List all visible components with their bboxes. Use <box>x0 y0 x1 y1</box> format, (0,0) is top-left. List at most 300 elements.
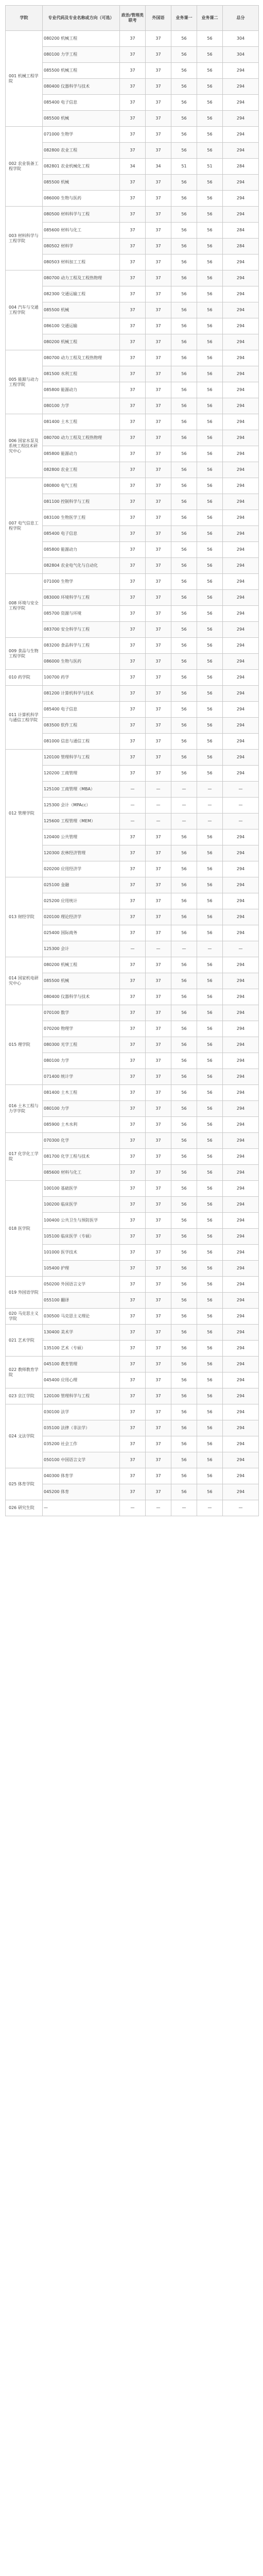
table-row <box>6 302 259 318</box>
foreign-language-score-cell: — <box>146 941 171 957</box>
table-row <box>6 1420 259 1436</box>
total-score-cell: 294 <box>223 207 259 223</box>
subject-one-score-cell: 56 <box>171 877 197 893</box>
subject-two-score-cell: 56 <box>197 622 223 638</box>
college-cell: 026 研究生院 <box>6 1500 43 1516</box>
college-cell: 003 材料科学与工程学院 <box>6 207 43 270</box>
major-cell: 050100 中国语言文学 <box>43 1452 120 1468</box>
subject-one-score-cell: 56 <box>171 1213 197 1229</box>
subject-two-score-cell: 56 <box>197 270 223 286</box>
subject-one-score-cell: 56 <box>171 1165 197 1181</box>
politics-score-cell: 37 <box>120 877 146 893</box>
politics-score-cell: 37 <box>120 1293 146 1309</box>
total-score-cell: 294 <box>223 350 259 366</box>
table-row <box>6 718 259 734</box>
foreign-language-score-cell: 37 <box>146 1277 171 1293</box>
politics-score-cell: 37 <box>120 606 146 622</box>
foreign-language-score-cell: 37 <box>146 366 171 382</box>
subject-one-score-cell: 56 <box>171 462 197 478</box>
subject-two-score-cell: 56 <box>197 1117 223 1133</box>
subject-one-score-cell: — <box>171 941 197 957</box>
politics-score-cell: 37 <box>120 462 146 478</box>
total-score-cell: 294 <box>223 334 259 350</box>
major-cell: 070300 化学 <box>43 1133 120 1149</box>
foreign-language-score-cell: 37 <box>146 1069 171 1085</box>
total-score-cell: 294 <box>223 1309 259 1325</box>
subject-two-score-cell: 56 <box>197 318 223 334</box>
subject-one-score-cell: 56 <box>171 590 197 606</box>
total-score-cell: 294 <box>223 366 259 382</box>
total-score-cell: 294 <box>223 462 259 478</box>
total-score-cell: 294 <box>223 111 259 127</box>
table-row <box>6 1261 259 1277</box>
college-cell: 010 药学院 <box>6 670 43 686</box>
subject-two-score-cell: 56 <box>197 861 223 877</box>
politics-score-cell: 37 <box>120 398 146 414</box>
politics-score-cell: 37 <box>120 1452 146 1468</box>
foreign-language-score-cell: 37 <box>146 334 171 350</box>
major-cell: 080100 力学 <box>43 398 120 414</box>
total-score-cell: 294 <box>223 1484 259 1500</box>
subject-one-score-cell: 56 <box>171 558 197 574</box>
major-cell: 125100 工商管理（MBA） <box>43 782 120 798</box>
table-row <box>6 1484 259 1500</box>
subject-two-score-cell: 56 <box>197 877 223 893</box>
major-cell: 120200 工商管理 <box>43 766 120 782</box>
subject-one-score-cell: 56 <box>171 718 197 734</box>
table-row <box>6 606 259 622</box>
total-score-cell: 294 <box>223 1021 259 1037</box>
subject-two-score-cell: 56 <box>197 606 223 622</box>
subject-two-score-cell: 56 <box>197 893 223 909</box>
subject-one-score-cell: 56 <box>171 1069 197 1085</box>
major-cell: 080400 仪器科学与技术 <box>43 989 120 1005</box>
college-cell: 008 环境与安全工程学院 <box>6 574 43 638</box>
table-row <box>6 526 259 542</box>
subject-one-score-cell: 56 <box>171 1372 197 1388</box>
total-score-cell: 294 <box>223 702 259 718</box>
foreign-language-score-cell: 37 <box>146 494 171 510</box>
subject-two-score-cell: 56 <box>197 382 223 398</box>
total-score-cell: 294 <box>223 1388 259 1404</box>
total-score-cell: 294 <box>223 1325 259 1341</box>
total-score-cell: — <box>223 941 259 957</box>
major-cell: 125600 工程管理（MEM） <box>43 814 120 829</box>
major-cell: — <box>43 1500 120 1516</box>
table-row <box>6 1021 259 1037</box>
major-cell: 085600 材料与化工 <box>43 223 120 239</box>
total-score-cell: 294 <box>223 590 259 606</box>
total-score-cell: 294 <box>223 1117 259 1133</box>
total-score-cell: 294 <box>223 1005 259 1021</box>
politics-score-cell: 37 <box>120 430 146 446</box>
header-row <box>6 6 259 31</box>
total-score-cell: 294 <box>223 1133 259 1149</box>
subject-two-score-cell: 56 <box>197 670 223 686</box>
foreign-language-score-cell: 37 <box>146 1341 171 1357</box>
subject-two-score-cell: 56 <box>197 31 223 47</box>
foreign-language-score-cell: 37 <box>146 558 171 574</box>
foreign-language-score-cell: 37 <box>146 1101 171 1117</box>
total-score-cell: 294 <box>223 750 259 766</box>
foreign-language-score-cell: 37 <box>146 1484 171 1500</box>
major-cell: 045100 教育管理 <box>43 1357 120 1372</box>
subject-one-score-cell: 56 <box>171 255 197 270</box>
major-cell: 080700 动力工程及工程热物理 <box>43 270 120 286</box>
total-score-cell: 294 <box>223 255 259 270</box>
politics-score-cell: 37 <box>120 718 146 734</box>
total-score-cell: 294 <box>223 270 259 286</box>
total-score-cell: — <box>223 1500 259 1516</box>
subject-two-score-cell: 56 <box>197 302 223 318</box>
total-score-cell: 294 <box>223 654 259 670</box>
politics-score-cell: 37 <box>120 111 146 127</box>
subject-one-score-cell: 56 <box>171 829 197 845</box>
subject-one-score-cell: 56 <box>171 1245 197 1261</box>
table-row <box>6 175 259 191</box>
foreign-language-score-cell: 37 <box>146 1181 171 1197</box>
subject-two-score-cell: 56 <box>197 1069 223 1085</box>
subject-one-score-cell: 56 <box>171 239 197 255</box>
table-row <box>6 638 259 654</box>
major-cell: 080800 电气工程 <box>43 478 120 494</box>
major-cell: 085500 机械 <box>43 175 120 191</box>
table-row <box>6 1229 259 1245</box>
foreign-language-score-cell: 37 <box>146 1021 171 1037</box>
total-score-cell: — <box>223 814 259 829</box>
subject-two-score-cell: 56 <box>197 1404 223 1420</box>
subject-one-score-cell: 56 <box>171 207 197 223</box>
subject-two-score-cell: — <box>197 941 223 957</box>
total-score-cell: 294 <box>223 1420 259 1436</box>
subject-two-score-cell: 56 <box>197 1053 223 1069</box>
table-row <box>6 382 259 398</box>
major-cell: 085900 土木水利 <box>43 1117 120 1133</box>
subject-one-score-cell: 56 <box>171 1037 197 1053</box>
subject-two-score-cell: 56 <box>197 95 223 111</box>
table-row <box>6 63 259 79</box>
subject-two-score-cell: 56 <box>197 127 223 143</box>
major-cell: 050200 外国语言文学 <box>43 1277 120 1293</box>
total-score-cell: 294 <box>223 1468 259 1484</box>
foreign-language-score-cell: 37 <box>146 861 171 877</box>
total-score-cell: 294 <box>223 446 259 462</box>
politics-score-cell: 37 <box>120 143 146 159</box>
foreign-language-score-cell: 37 <box>146 702 171 718</box>
politics-score-cell: 37 <box>120 191 146 207</box>
major-cell: 081000 信息与通信工程 <box>43 734 120 750</box>
subject-two-score-cell: 56 <box>197 398 223 414</box>
subject-one-score-cell: 56 <box>171 750 197 766</box>
total-score-cell: 294 <box>223 606 259 622</box>
table-row <box>6 494 259 510</box>
foreign-language-score-cell: 37 <box>146 1149 171 1165</box>
foreign-language-score-cell: 37 <box>146 654 171 670</box>
subject-one-score-cell: 56 <box>171 334 197 350</box>
foreign-language-score-cell: 37 <box>146 526 171 542</box>
major-cell: 080400 仪器科学与技术 <box>43 79 120 95</box>
table-row <box>6 941 259 957</box>
subject-one-score-cell: 56 <box>171 861 197 877</box>
major-cell: 083500 软件工程 <box>43 718 120 734</box>
subject-two-score-cell: 56 <box>197 989 223 1005</box>
subject-two-score-cell: 56 <box>197 654 223 670</box>
major-cell: 080503 材料加工工程 <box>43 255 120 270</box>
total-score-cell: 294 <box>223 1197 259 1213</box>
foreign-language-score-cell: — <box>146 1500 171 1516</box>
subject-one-score-cell: — <box>171 814 197 829</box>
major-cell: 125300 会计（MPAcc） <box>43 798 120 814</box>
subject-two-score-cell: 56 <box>197 1357 223 1372</box>
table-row <box>6 286 259 302</box>
subject-one-score-cell: 56 <box>171 1436 197 1452</box>
foreign-language-score-cell: 37 <box>146 1372 171 1388</box>
foreign-language-score-cell: 37 <box>146 718 171 734</box>
total-score-cell: 304 <box>223 31 259 47</box>
major-cell: 083100 生物医学工程 <box>43 510 120 526</box>
major-cell: 105400 护理 <box>43 1261 120 1277</box>
total-score-cell: 294 <box>223 143 259 159</box>
foreign-language-score-cell: 37 <box>146 95 171 111</box>
total-score-cell: 294 <box>223 478 259 494</box>
subject-two-score-cell: 56 <box>197 430 223 446</box>
foreign-language-score-cell: 37 <box>146 255 171 270</box>
total-score-cell: 294 <box>223 877 259 893</box>
foreign-language-score-cell: 37 <box>146 638 171 654</box>
foreign-language-score-cell: 37 <box>146 1452 171 1468</box>
foreign-language-score-cell: 37 <box>146 223 171 239</box>
foreign-language-score-cell: 37 <box>146 829 171 845</box>
foreign-language-score-cell: 37 <box>146 973 171 989</box>
total-score-cell: 294 <box>223 302 259 318</box>
table-row <box>6 1149 259 1165</box>
politics-score-cell: 37 <box>120 1261 146 1277</box>
subject-one-score-cell: 56 <box>171 1341 197 1357</box>
total-score-cell: 294 <box>223 398 259 414</box>
total-score-cell: 294 <box>223 526 259 542</box>
foreign-language-score-cell: 37 <box>146 893 171 909</box>
table-row <box>6 1037 259 1053</box>
subject-one-score-cell: 56 <box>171 1085 197 1101</box>
subject-two-score-cell: 51 <box>197 159 223 175</box>
subject-one-score-cell: 56 <box>171 350 197 366</box>
subject-one-score-cell: 56 <box>171 143 197 159</box>
subject-one-score-cell: 56 <box>171 766 197 782</box>
subject-two-score-cell: 56 <box>197 574 223 590</box>
college-cell: 006 国家水泵及系统工程技术研究中心 <box>6 414 43 478</box>
foreign-language-score-cell: 37 <box>146 286 171 302</box>
subject-one-score-cell: 56 <box>171 734 197 750</box>
foreign-language-score-cell: 37 <box>146 79 171 95</box>
major-cell: 055100 翻译 <box>43 1293 120 1309</box>
total-score-cell: 294 <box>223 989 259 1005</box>
subject-one-score-cell: 56 <box>171 702 197 718</box>
major-cell: 085800 能源动力 <box>43 446 120 462</box>
politics-score-cell: 37 <box>120 1181 146 1197</box>
major-cell: 085800 能源动力 <box>43 382 120 398</box>
major-cell: 080500 材料科学与工程 <box>43 207 120 223</box>
politics-score-cell: 37 <box>120 734 146 750</box>
header-politics: 政治/管理类联考 <box>120 6 146 31</box>
major-cell: 130400 美术学 <box>43 1325 120 1341</box>
subject-two-score-cell: 56 <box>197 1085 223 1101</box>
total-score-cell: 294 <box>223 1404 259 1420</box>
subject-two-score-cell: 56 <box>197 1484 223 1500</box>
header-subject-two: 业务课二 <box>197 6 223 31</box>
subject-two-score-cell: 56 <box>197 686 223 702</box>
table-row <box>6 1500 259 1516</box>
major-cell: 080200 机械工程 <box>43 334 120 350</box>
foreign-language-score-cell: 37 <box>146 574 171 590</box>
college-cell: 014 国家机电研究中心 <box>6 957 43 1005</box>
table-row <box>6 845 259 861</box>
table-row <box>6 1277 259 1293</box>
subject-two-score-cell: 56 <box>197 334 223 350</box>
total-score-cell: 294 <box>223 686 259 702</box>
table-row <box>6 1341 259 1357</box>
foreign-language-score-cell: 37 <box>146 542 171 558</box>
college-cell: 020 马克思主义学院 <box>6 1309 43 1325</box>
politics-score-cell: 37 <box>120 558 146 574</box>
major-cell: 135100 艺术（专硕） <box>43 1341 120 1357</box>
subject-two-score-cell: 56 <box>197 63 223 79</box>
subject-two-score-cell: 56 <box>197 191 223 207</box>
total-score-cell: 294 <box>223 638 259 654</box>
politics-score-cell: 37 <box>120 414 146 430</box>
major-cell: 025400 国际商务 <box>43 925 120 941</box>
politics-score-cell: 37 <box>120 973 146 989</box>
subject-one-score-cell: 56 <box>171 1357 197 1372</box>
politics-score-cell: 37 <box>120 1404 146 1420</box>
college-cell: 015 理学院 <box>6 1005 43 1085</box>
header-subject-one: 业务课一 <box>171 6 197 31</box>
politics-score-cell: 37 <box>120 1069 146 1085</box>
subject-two-score-cell: 56 <box>197 1021 223 1037</box>
subject-two-score-cell: 56 <box>197 702 223 718</box>
major-cell: 081200 计算机科学与技术 <box>43 686 120 702</box>
subject-two-score-cell: 56 <box>197 750 223 766</box>
major-cell: 086000 生物与医药 <box>43 654 120 670</box>
subject-one-score-cell: 56 <box>171 1229 197 1245</box>
politics-score-cell: 37 <box>120 270 146 286</box>
politics-score-cell: 37 <box>120 1197 146 1213</box>
politics-score-cell: — <box>120 782 146 798</box>
total-score-cell: 294 <box>223 127 259 143</box>
table-row <box>6 127 259 143</box>
subject-two-score-cell: 56 <box>197 718 223 734</box>
total-score-cell: 294 <box>223 973 259 989</box>
total-score-cell: 294 <box>223 861 259 877</box>
table-row <box>6 766 259 782</box>
table-row <box>6 350 259 366</box>
table-row <box>6 1404 259 1420</box>
politics-score-cell: 37 <box>120 63 146 79</box>
politics-score-cell: 37 <box>120 622 146 638</box>
table-row <box>6 973 259 989</box>
foreign-language-score-cell: 37 <box>146 478 171 494</box>
foreign-language-score-cell: 37 <box>146 398 171 414</box>
total-score-cell: 294 <box>223 1101 259 1117</box>
subject-one-score-cell: 56 <box>171 1277 197 1293</box>
foreign-language-score-cell: 37 <box>146 590 171 606</box>
subject-one-score-cell: 56 <box>171 1261 197 1277</box>
subject-one-score-cell: 56 <box>171 845 197 861</box>
college-cell: 013 财经学院 <box>6 877 43 957</box>
foreign-language-score-cell: 37 <box>146 111 171 127</box>
subject-one-score-cell: 56 <box>171 1133 197 1149</box>
politics-score-cell: 37 <box>120 1165 146 1181</box>
foreign-language-score-cell: 37 <box>146 989 171 1005</box>
politics-score-cell: 37 <box>120 207 146 223</box>
subject-two-score-cell: 56 <box>197 1245 223 1261</box>
subject-two-score-cell: 56 <box>197 1309 223 1325</box>
politics-score-cell: 37 <box>120 1037 146 1053</box>
total-score-cell: 294 <box>223 574 259 590</box>
table-row <box>6 558 259 574</box>
subject-one-score-cell: 56 <box>171 414 197 430</box>
table-row <box>6 590 259 606</box>
college-cell: 023 京江学院 <box>6 1388 43 1404</box>
college-cell: 019 外国语学院 <box>6 1277 43 1309</box>
foreign-language-score-cell: 37 <box>146 1213 171 1229</box>
foreign-language-score-cell: 37 <box>146 382 171 398</box>
foreign-language-score-cell: 37 <box>146 462 171 478</box>
total-score-cell: 294 <box>223 1149 259 1165</box>
table-row <box>6 1357 259 1372</box>
foreign-language-score-cell: 37 <box>146 446 171 462</box>
subject-one-score-cell: 56 <box>171 79 197 95</box>
foreign-language-score-cell: 37 <box>146 1229 171 1245</box>
subject-one-score-cell: 56 <box>171 1404 197 1420</box>
college-cell: 007 电气信息工程学院 <box>6 478 43 574</box>
total-score-cell: 294 <box>223 734 259 750</box>
major-cell: 045400 应用心理 <box>43 1372 120 1388</box>
subject-one-score-cell: 56 <box>171 1197 197 1213</box>
total-score-cell: 294 <box>223 893 259 909</box>
table-row <box>6 654 259 670</box>
table-row <box>6 989 259 1005</box>
table-row <box>6 414 259 430</box>
subject-one-score-cell: 56 <box>171 1325 197 1341</box>
subject-two-score-cell: 56 <box>197 925 223 941</box>
total-score-cell: 294 <box>223 1085 259 1101</box>
foreign-language-score-cell: 37 <box>146 1404 171 1420</box>
major-cell: 035200 社会工作 <box>43 1436 120 1452</box>
politics-score-cell: 37 <box>120 1085 146 1101</box>
table-row <box>6 750 259 766</box>
politics-score-cell: 37 <box>120 478 146 494</box>
politics-score-cell: 37 <box>120 1133 146 1149</box>
foreign-language-score-cell: 37 <box>146 1309 171 1325</box>
major-cell: 082800 农业工程 <box>43 143 120 159</box>
total-score-cell: 294 <box>223 1277 259 1293</box>
politics-score-cell: 37 <box>120 845 146 861</box>
politics-score-cell: 37 <box>120 542 146 558</box>
subject-two-score-cell: 56 <box>197 638 223 654</box>
major-cell: 085500 机械 <box>43 111 120 127</box>
major-cell: 085500 机械 <box>43 973 120 989</box>
total-score-cell: 284 <box>223 159 259 175</box>
total-score-cell: 294 <box>223 1372 259 1388</box>
foreign-language-score-cell: 37 <box>146 191 171 207</box>
subject-two-score-cell: 56 <box>197 909 223 925</box>
table-row <box>6 95 259 111</box>
total-score-cell: 284 <box>223 223 259 239</box>
major-cell: 080100 力学 <box>43 1053 120 1069</box>
major-cell: 020200 应用经济学 <box>43 861 120 877</box>
major-cell: 030500 马克思主义理论 <box>43 1309 120 1325</box>
subject-one-score-cell: 56 <box>171 893 197 909</box>
